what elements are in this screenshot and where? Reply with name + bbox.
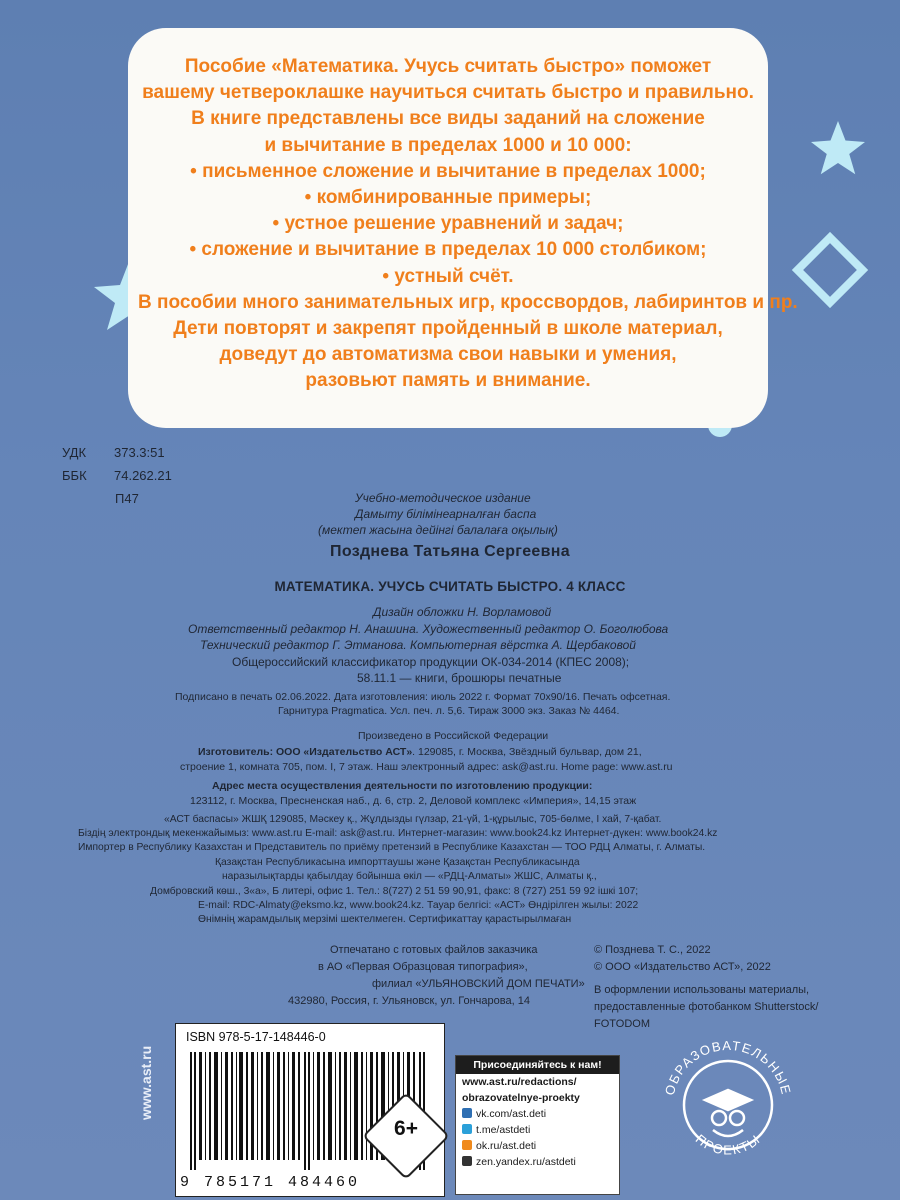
star-decoration-icon [808,118,868,178]
social-link[interactable]: vk.com/ast.deti [456,1106,619,1122]
photo-credit-line: FOTODOM [594,1018,651,1030]
kz-line: Импортер в Республику Казахстан и Представитель по приёму претензий в Республике Казахстан — ТОО РДЦ Алматы, г. Алматы. [78,842,706,853]
social-link[interactable]: obrazovatelnye-proekty [462,1092,580,1104]
blurb-line: В пособии много занимательных игр, кроссвордов, лабиринтов и пр. [138,291,798,313]
age-rating: 6+ [394,1117,418,1140]
kz-line: «АСТ баспасы» ЖШҚ 129085, Мәскеу қ., Жұлдызды гүлзар, 21-үй, 1-құрылыс, 705-бөлме, I хай, 7-қабат. [164,814,662,825]
credit-line: Дизайн обложки Н. Ворламовой [373,605,552,619]
isbn-number: ISBN 978-5-17-148446-0 [186,1030,326,1044]
photo-credit-line: В оформлении использованы материалы, [594,984,810,996]
kz-line: наразылықтарды қабылдау бойынша өкіл — «РДЦ-Алматы» ЖШС, Алматы қ., [222,871,597,882]
social-link[interactable]: ok.ru/ast.deti [456,1138,619,1154]
educational-projects-logo-icon [653,1030,803,1180]
kz-line: Домбровский көш., 3«а», Б литері, офис 1. Тел.: 8(727) 2 51 59 90,91, факс: 8 (727) 251 59 92 ішкі 107; [150,886,639,897]
printer-line: в АО «Первая Образцовая типография», [318,961,528,973]
annotation-panel [128,28,798,428]
credit-line: Ответственный редактор Н. Анашина. Художественный редактор О. Боголюбова [188,622,669,636]
classifier-line: 58.11.1 — книги, брошюры печатные [357,671,562,685]
classifier-line: Общероссийский классификатор продукции ОК-034-2014 (КПЕС 2008); [232,655,630,669]
social-link[interactable]: t.me/astdeti [456,1122,619,1138]
address-label: Адрес места осуществления деятельности по изготовлению продукции: [212,780,593,792]
address-line: 123112, г. Москва, Пресненская наб., д. 6, стр. 2, Деловой комплекс «Империя», 14,15 этаж [190,795,637,807]
blurb-line: • комбинированные примеры; [304,187,592,209]
kz-line: Қазақстан Республикасына импорттаушы және Қазақстан Республикасында [215,857,580,868]
blurb-line: • письменное сложение и вычитание в пределах 1000; [190,160,706,182]
printer-line: 432980, Россия, г. Ульяновск, ул. Гончарова, 14 [288,995,530,1007]
blurb-line: • устный счёт. [382,265,514,287]
svg-text:ПРОЕКТЫ: ПРОЕКТЫ [692,1131,764,1158]
telegram-icon [462,1124,472,1134]
blurb-line: Пособие «Математика. Учусь считать быстро» поможет [184,56,712,77]
copyright-line: © ООО «Издательство АСТ», 2022 [594,961,771,973]
social-links-box [455,1055,620,1195]
blurb-line: Дети повторят и закрепят пройденный в школе материал, [173,318,723,340]
kz-line: Өнімнің жарамдылық мерзімі шектелмеген. Сертификаттау қарастырылмаған [198,914,572,925]
social-header: Присоединяйтесь к нам! [456,1056,619,1074]
printer-line: Отпечатано с готовых файлов заказчика [330,944,538,956]
print-info-line: Подписано в печать 02.06.2022. Дата изготовления: июль 2022 г. Формат 70х90/16. Печать офсетная. [175,691,671,703]
diamond-decoration-icon [785,225,875,315]
manufacturer-line: Изготовитель: ООО «Издательство АСТ». 129085, г. Москва, Звёздный бульвар, дом 21, [198,746,642,758]
blurb-line: разовьют память и внимание. [305,370,591,392]
edition-type-kz: Дамыту білімінеарналған баспа [355,507,537,521]
social-link[interactable]: www.ast.ru/redactions/ [462,1076,577,1088]
udk-line: УДК 373.3:51 [62,445,165,460]
social-link[interactable]: zen.yandex.ru/astdeti [456,1154,619,1170]
blurb-line: • сложение и вычитание в пределах 10 000 столбиком; [189,239,707,261]
blurb-line: и вычитание в пределах 1000 и 10 000: [264,134,632,156]
book-title: МАТЕМАТИКА. УЧУСЬ СЧИТАТЬ БЫСТРО. 4 КЛАСС [274,579,626,594]
print-info-line: Гарнитура Pragmatica. Усл. печ. л. 5,6. Тираж 3000 экз. Заказ № 4464. [278,705,620,717]
manufacturer-line: строение 1, комната 705, пом. I, 7 этаж. Наш электронный адрес: ask@ast.ru. Home page: www.ast.ru [180,761,673,773]
photo-credit-line: предоставленные фотобанком Shutterstock/ [594,1001,819,1013]
kz-line: E-mail: RDC-Almaty@eksmo.kz, www.book24.kz. Тауар белгісі: «АСТ» Өндірілген жылы: 2022 [198,900,639,911]
blurb-line: В книге представлены все виды заданий на сложение [191,108,705,130]
bbk-line: ББК 74.262.21 [62,468,172,483]
vk-icon [462,1108,472,1118]
edition-type: Учебно-методическое издание [355,491,531,505]
copyright-line: © Позднева Т. С., 2022 [594,944,711,956]
author-name: Позднева Татьяна Сергеевна [330,543,570,560]
author-code: П47 [115,491,139,506]
edition-note-kz: (мектеп жасына дейінгі балалаға оқылық) [318,523,558,537]
site-url-vertical: www.ast.ru [138,1045,154,1120]
ok-icon [462,1140,472,1150]
blurb-line: вашему четвероклашке научиться считать быстро и правильно. [142,82,754,104]
svg-text:ОБРАЗОВАТЕЛЬНЫЕ: ОБРАЗОВАТЕЛЬНЫЕ [661,1037,795,1097]
barcode-digits: 9 785171 484460 [180,1174,361,1191]
blurb-line: доведут до автоматизма свои навыки и умения, [219,344,677,366]
kz-line: Біздің электрондық мекенжайымыз: www.ast.ru E-mail: ask@ast.ru. Интернет-магазин: www.book24.kz Интернет-дүкен: www.book24.kz [78,828,718,839]
printer-line: филиал «УЛЬЯНОВСКИЙ ДОМ ПЕЧАТИ» [372,978,585,990]
made-in: Произведено в Российской Федерации [358,730,549,742]
blurb-line: • устное решение уравнений и задач; [272,213,624,235]
zen-icon [462,1156,472,1166]
credit-line: Технический редактор Г. Этманова. Компьютерная вёрстка А. Щербаковой [200,638,636,652]
